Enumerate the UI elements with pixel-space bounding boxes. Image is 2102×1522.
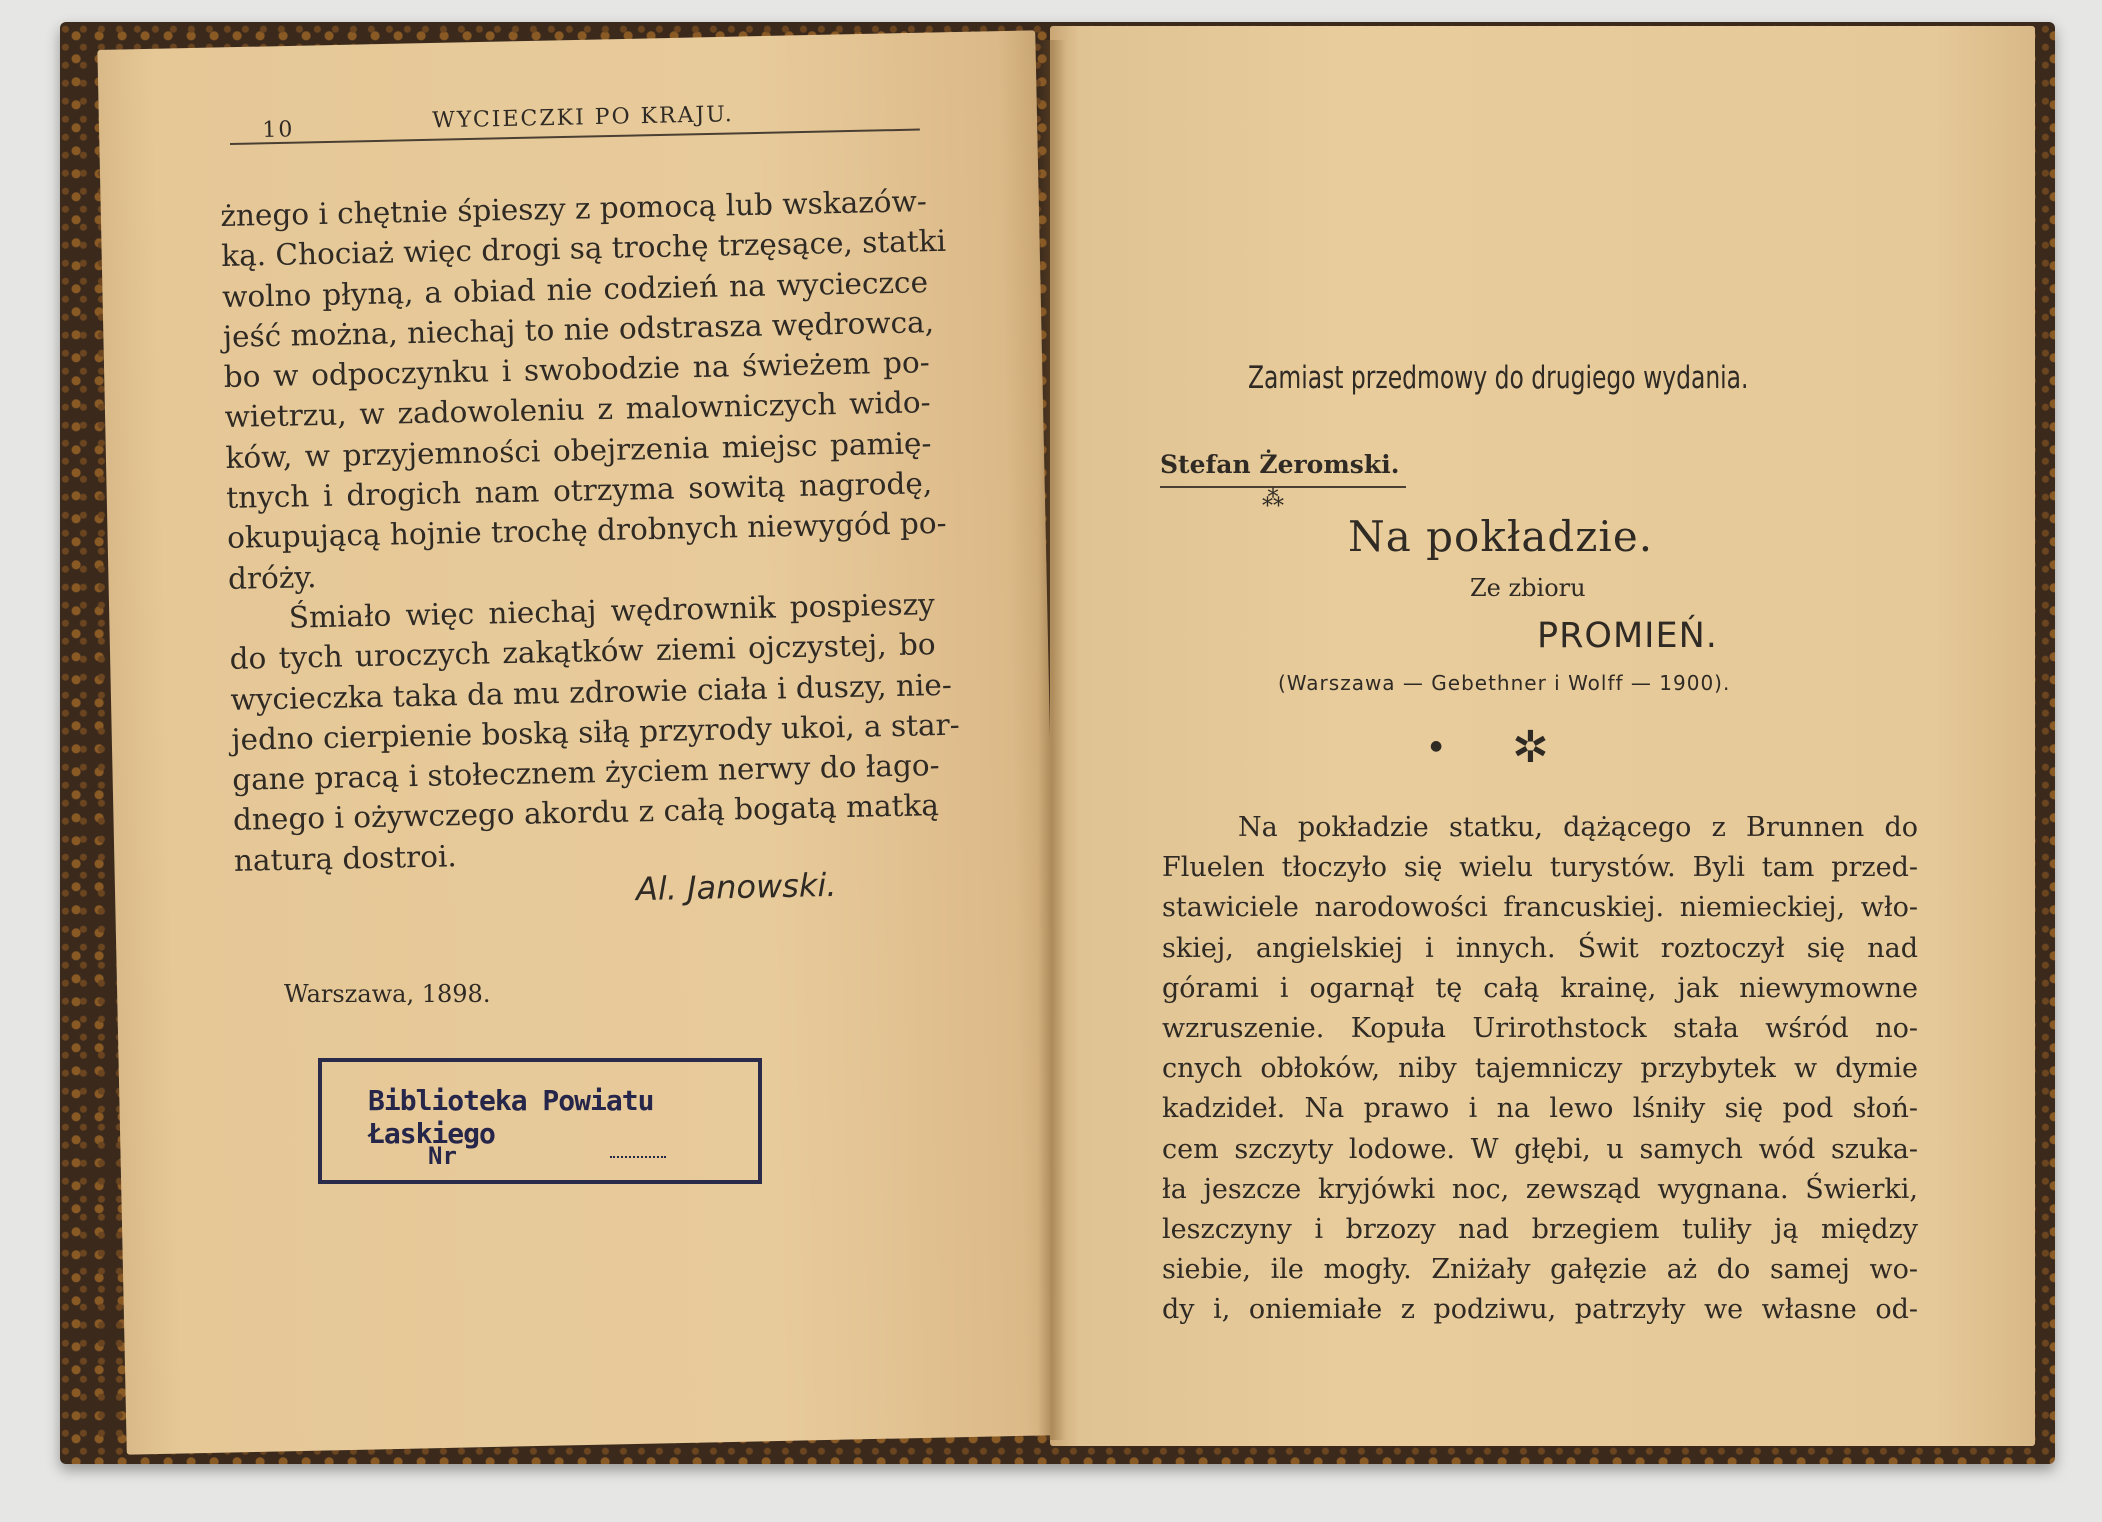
- text-line: ła jeszcze kryjówki noc, zewsząd wygnana. Świerki,: [1162, 1173, 1918, 1205]
- text-line: kadzideł. Na prawo i na lewo lśniły się pod słoń-: [1162, 1093, 1918, 1125]
- signature: Al. Janowski.: [635, 865, 837, 909]
- text-line: ką. Chociaż więc drogi są trochę trzęsące, statki: [220, 224, 947, 274]
- text-line: siebie, ile mogły. Zniżały gałęzie aż do samej wo-: [1162, 1254, 1918, 1286]
- text-line: okupującą hojnie trochę drobnych niewygód po-: [226, 506, 947, 556]
- text-line: Na pokładzie statku, dążącego z Brunnen do: [1238, 812, 1918, 843]
- text-line: Śmiało więc niechaj wędrownik pospieszy: [288, 587, 936, 635]
- text-line: ków, w przyjemności obejrzenia miejsc pamię-: [225, 425, 932, 475]
- text-line: skiej, angielskiej i innych. Świt roztoczył się nad: [1162, 932, 1918, 964]
- author-name: Stefan Żeromski.: [1160, 450, 1400, 479]
- text-line: Fluelen tłoczyło się wielu turystów. Byli tam przed-: [1162, 852, 1918, 884]
- text-line: wolno płyną, a obiad nie codzień na wycieczce: [221, 264, 929, 314]
- text-line: do tych uroczych zakątków ziemi ojczystej, bo: [229, 627, 936, 677]
- publication-info: (Warszawa — Gebethner i Wolff — 1900).: [1278, 671, 1731, 695]
- collection-prefix: Ze zbioru: [1470, 574, 1586, 602]
- stamp-number-blank: [610, 1156, 666, 1158]
- text-line: cnych obłoków, niby tajemniczy przybytek w dymie: [1162, 1053, 1918, 1085]
- text-line: wietrzu, w zadowoleniu z malowniczych wido-: [224, 385, 931, 435]
- text-line: jeść można, niechaj to nie odstrasza wędrowca,: [222, 304, 935, 354]
- text-line: naturą dostroi.: [233, 838, 458, 878]
- text-line: dy i, oniemiałe z podziwu, patrzyły we własne od-: [1162, 1294, 1918, 1326]
- text-line: tnych i drogich nam otrzyma sowitą nagrodę,: [225, 466, 933, 516]
- text-line: cem szczyty lodowe. W głębi, u samych wód szuka-: [1162, 1133, 1918, 1165]
- text-line: dnego i ożywczego akordu z całą bogatą matką: [232, 788, 940, 838]
- right-page-body: [1162, 808, 1918, 1331]
- text-line: górami i ogarnął tę całą krainę, jak niewymowne: [1162, 972, 1918, 1004]
- text-line: wzruszenie. Kopuła Urirothstock stała wśród no-: [1162, 1013, 1918, 1045]
- story-title: Na pokładzie.: [1348, 512, 1654, 561]
- left-page-body: [220, 181, 960, 881]
- section-heading: Zamiast przedmowy do drugiego wydania.: [1248, 360, 1749, 396]
- ink-speck: ●: [1430, 738, 1443, 754]
- library-stamp: [318, 1058, 762, 1184]
- text-line: wycieczka taka da mu zdrowie ciała i duszy, nie-: [230, 667, 953, 717]
- running-title: WYCIECZKI PO KRAJU.: [431, 102, 735, 134]
- book-spine: [1038, 40, 1066, 1440]
- text-line: jedno cierpienie boską siłą przyrody ukoi, a star-: [231, 707, 960, 757]
- text-line: gane pracą i stołecznem życiem nerwy do łago-: [231, 748, 940, 798]
- page-number: 10: [262, 117, 295, 143]
- stamp-number-label: Nr: [428, 1142, 457, 1170]
- text-line: stawiciele narodowości francuskiej. niemieckiej, wło-: [1162, 892, 1918, 924]
- text-line: leszczyny i brzozy nad brzegiem tuliły ją między: [1162, 1214, 1918, 1246]
- text-line: żnego i chętnie śpieszy z pomocą lub wskazów-: [220, 184, 928, 233]
- collection-title: PROMIEŃ.: [1537, 616, 1718, 656]
- stamp-library-name: Biblioteka Powiatu Łaskiego: [368, 1084, 654, 1150]
- text-line: bo w odpoczynku i swobodzie na świeżem po-: [223, 345, 930, 395]
- place-date: Warszawa, 1898.: [284, 980, 491, 1008]
- snowflake-ornament-icon: ✲: [1512, 722, 1549, 773]
- text-line: dróży.: [227, 559, 317, 596]
- fleuron-icon: ⁂: [1262, 487, 1284, 512]
